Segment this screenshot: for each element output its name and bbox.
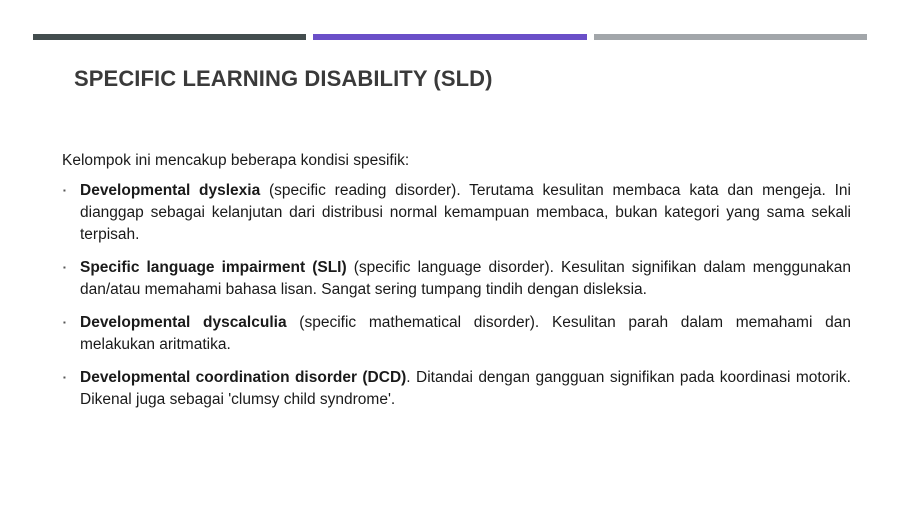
accent-bar-dark — [33, 34, 306, 40]
slide-title: SPECIFIC LEARNING DISABILITY (SLD) — [74, 66, 493, 91]
top-accent-bars — [33, 34, 867, 40]
bullet-square-icon: ▪ — [63, 318, 66, 327]
accent-bar-gray — [594, 34, 867, 40]
bullet-term: Specific language impairment (SLI) — [80, 259, 347, 276]
bullet-square-icon: ▪ — [63, 263, 66, 272]
list-item — [62, 257, 851, 301]
bullet-description: (specific mathematical disorder). Kesulitan parah dalam memahami dan melakukan aritmatika. — [80, 314, 851, 353]
list-item — [62, 312, 851, 356]
bullet-description: . Ditandai dengan gangguan signifikan pada koordinasi motorik. Dikenal juga sebagai 'clumsy child syndrome'. — [80, 369, 851, 408]
list-item — [62, 180, 851, 246]
accent-bar-purple — [313, 34, 586, 40]
slide-content — [62, 150, 851, 422]
bullet-term: Developmental coordination disorder (DCD) — [80, 369, 407, 386]
bullet-square-icon: ▪ — [63, 186, 66, 195]
intro-text: Kelompok ini mencakup beberapa kondisi spesifik: — [62, 152, 410, 169]
bullet-term: Developmental dyscalculia — [80, 314, 287, 331]
bullet-square-icon: ▪ — [63, 373, 66, 382]
bullet-description: (specific reading disorder). Terutama kesulitan membaca kata dan mengeja. Ini dianggap sebagai kelanjutan dari distribusi normal kemampuan membaca, bukan kategori yang sama sekali terpisah. — [80, 182, 851, 243]
bullet-list — [62, 180, 851, 411]
bullet-term: Developmental dyslexia — [80, 182, 261, 199]
bullet-description: (specific language disorder). Kesulitan signifikan dalam menggunakan dan/atau memahami bahasa lisan. Sangat sering tumpang tindih dengan disleksia. — [80, 259, 851, 298]
list-item — [62, 367, 851, 411]
